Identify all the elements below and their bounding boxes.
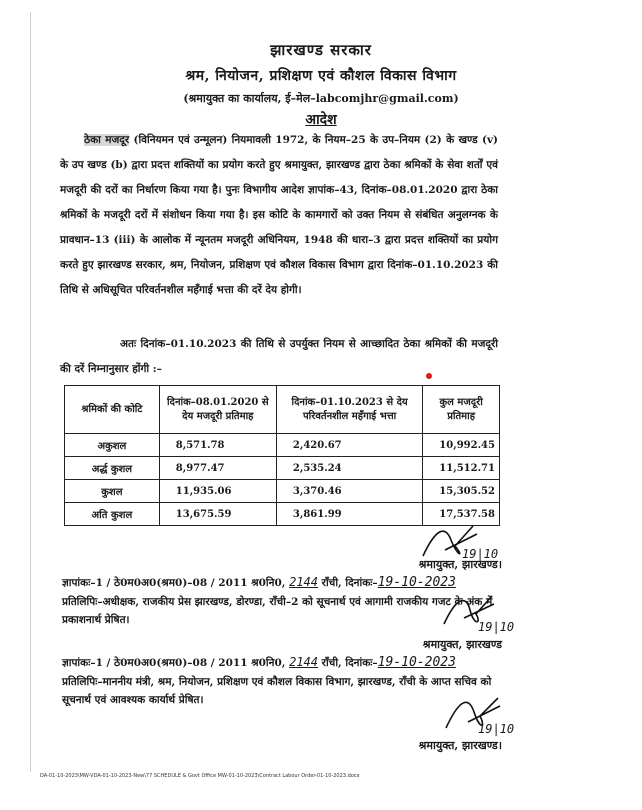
basic-wage-cell: 13,675.59 [159,503,276,526]
signature-1-date: 19|10 [462,547,499,561]
table-header-row [65,386,500,434]
column-header-basic-wage: दिनांक–08.01.2020 से देय मजदूरी प्रतिमाह [159,386,276,434]
memo-2-place-date-label: राँची, दिनांकः– [321,657,378,669]
wage-rate-table [64,385,500,526]
total-wage-cell: 17,537.58 [423,503,500,526]
category-cell: अर्द्ध कुशल [65,457,160,480]
total-wage-cell: 11,512.71 [423,457,500,480]
signature-3-date: 19|10 [478,722,515,736]
total-wage-cell: 15,305.52 [423,480,500,503]
signature-title-2: श्रमायुक्त, झारखण्ड [422,638,502,651]
letter-header [0,40,642,129]
basic-wage-cell: 8,571.78 [159,434,276,457]
memo-2-prefix: ज्ञापांकः–1 / ठे0म0अ0(श्रम0)–08 / 2011 श्र0नि0, [62,657,286,669]
memo-1-date: 19-10-2023 [377,575,456,590]
copy-to-minister: प्रतिलिपिः–माननीय मंत्री, श्रम, नियोजन, प्रशिक्षण एवं कौशल विकास विभाग, झारखण्ड, राँची के आप्त सचिव को सूचनार्थ एवं आवश्यक कार्यार्थ प्रेषित। [62,676,492,706]
government-name: झारखण्ड सरकार [270,41,372,59]
office-email-line: (श्रमायुक्त का कार्यालय, ई–मेल–labcomjhr@gmail.com) [183,92,459,105]
copy-to-press: प्रतिलिपिः–अधीक्षक, राजकीय प्रेस झारखण्ड, डोरण्डा, राँची–2 को सूचनार्थ एवं आगामी राजकीय गजट के अंक में प्रकाशनार्थ प्रेषित। [62,596,493,626]
memo-2-date: 19-10-2023 [377,655,456,670]
highlighted-phrase: ठेका मजदूर [84,134,130,146]
signature-2-date: 19|10 [478,620,515,634]
vda-cell: 3,861.99 [276,503,422,526]
memo-1-prefix: ज्ञापांकः–1 / ठे0म0अ0(श्रम0)–08 / 2011 श्र0नि0, [62,577,286,589]
vda-cell: 3,370.46 [276,480,422,503]
table-row [65,434,500,457]
basic-wage-cell: 11,935.06 [159,480,276,503]
basic-wage-cell: 8,977.47 [159,457,276,480]
red-dot-mark [426,373,432,379]
memo-1-number: 2144 [289,575,318,589]
column-header-category: श्रमिकों की कोटि [65,386,160,434]
signature-title-1: श्रमायुक्त, झारखण्ड। [418,558,502,571]
column-header-vda: दिनांक–01.10.2023 से देय परिवर्तनशील महँगाई भत्ता [276,386,422,434]
document-file-path: DA-01-10-2023\MW-VDA-01-10-2023-New\77 SCHEDULE & Govt Office MW-01-10-2023\Contract Labour Order-01-10-2023.docx [40,773,360,779]
category-cell: अकुशल [65,434,160,457]
category-cell: कुशल [65,480,160,503]
memo-1-place-date-label: राँची, दिनांकः– [321,577,378,589]
signature-title-3: श्रमायुक्त, झारखण्ड। [418,739,502,752]
vda-cell: 2,420.67 [276,434,422,457]
order-title: आदेश [305,112,337,128]
category-cell: अति कुशल [65,503,160,526]
table-row [65,480,500,503]
memo-2-number: 2144 [289,655,318,669]
table-row [65,457,500,480]
memo-line-2 [62,655,456,670]
vda-cell: 2,535.24 [276,457,422,480]
total-wage-cell: 10,992.45 [423,434,500,457]
memo-line-1 [62,575,456,590]
column-header-total-wage: कुल मजदूरी प्रतिमाह [423,386,500,434]
department-name: श्रम, नियोजन, प्रशिक्षण एवं कौशल विकास विभाग [185,68,457,84]
order-paragraph-2: अतः दिनांक–01.10.2023 की तिथि से उपर्युक्त नियम से आच्छादित ठेका श्रमिकों की मजदूरी की दरें निम्नानुसार होंगी :– [60,338,498,375]
order-paragraph-1-text: (विनियमन एवं उन्मूलन) नियमावली 1972, के नियम–25 के उप–नियम (2) के खण्ड (v) के उप खण्ड (b) द्वारा प्रदत्त शक्तियों का प्रयोग करते हुए श्रमायुक्त, झारखण्ड द्वारा ठेका श्रमिकों के सेवा शर्तों एवं मजदूरी की दरों का निर्धारण किया गया है। पुनः विभागीय आदेश ज्ञापांक–43, दिनांक–08.01.2020 द्वारा ठेका श्रमिकों के मजदूरी दरों में संशोधन किया गया है। इस कोटि के कामगारों को उक्त नियम से संबंधित अनुलग्नक के प्रावधान–13 (iii) के आलोक में न्यूनतम मजदूरी अधिनियम, 1948 की धारा–3 द्वारा प्रदत्त शक्तियों का प्रयोग करते हुए झारखण्ड सरकार, श्रम, नियोजन, प्रशिक्षण एवं कौशल विकास विभाग द्वारा दिनांक–01.10.2023 की तिथि से अधिसूचित परिवर्तनशील महँगाई भत्ता की दरें देय होगी। [60,134,499,296]
order-paragraph-1 [60,128,498,303]
